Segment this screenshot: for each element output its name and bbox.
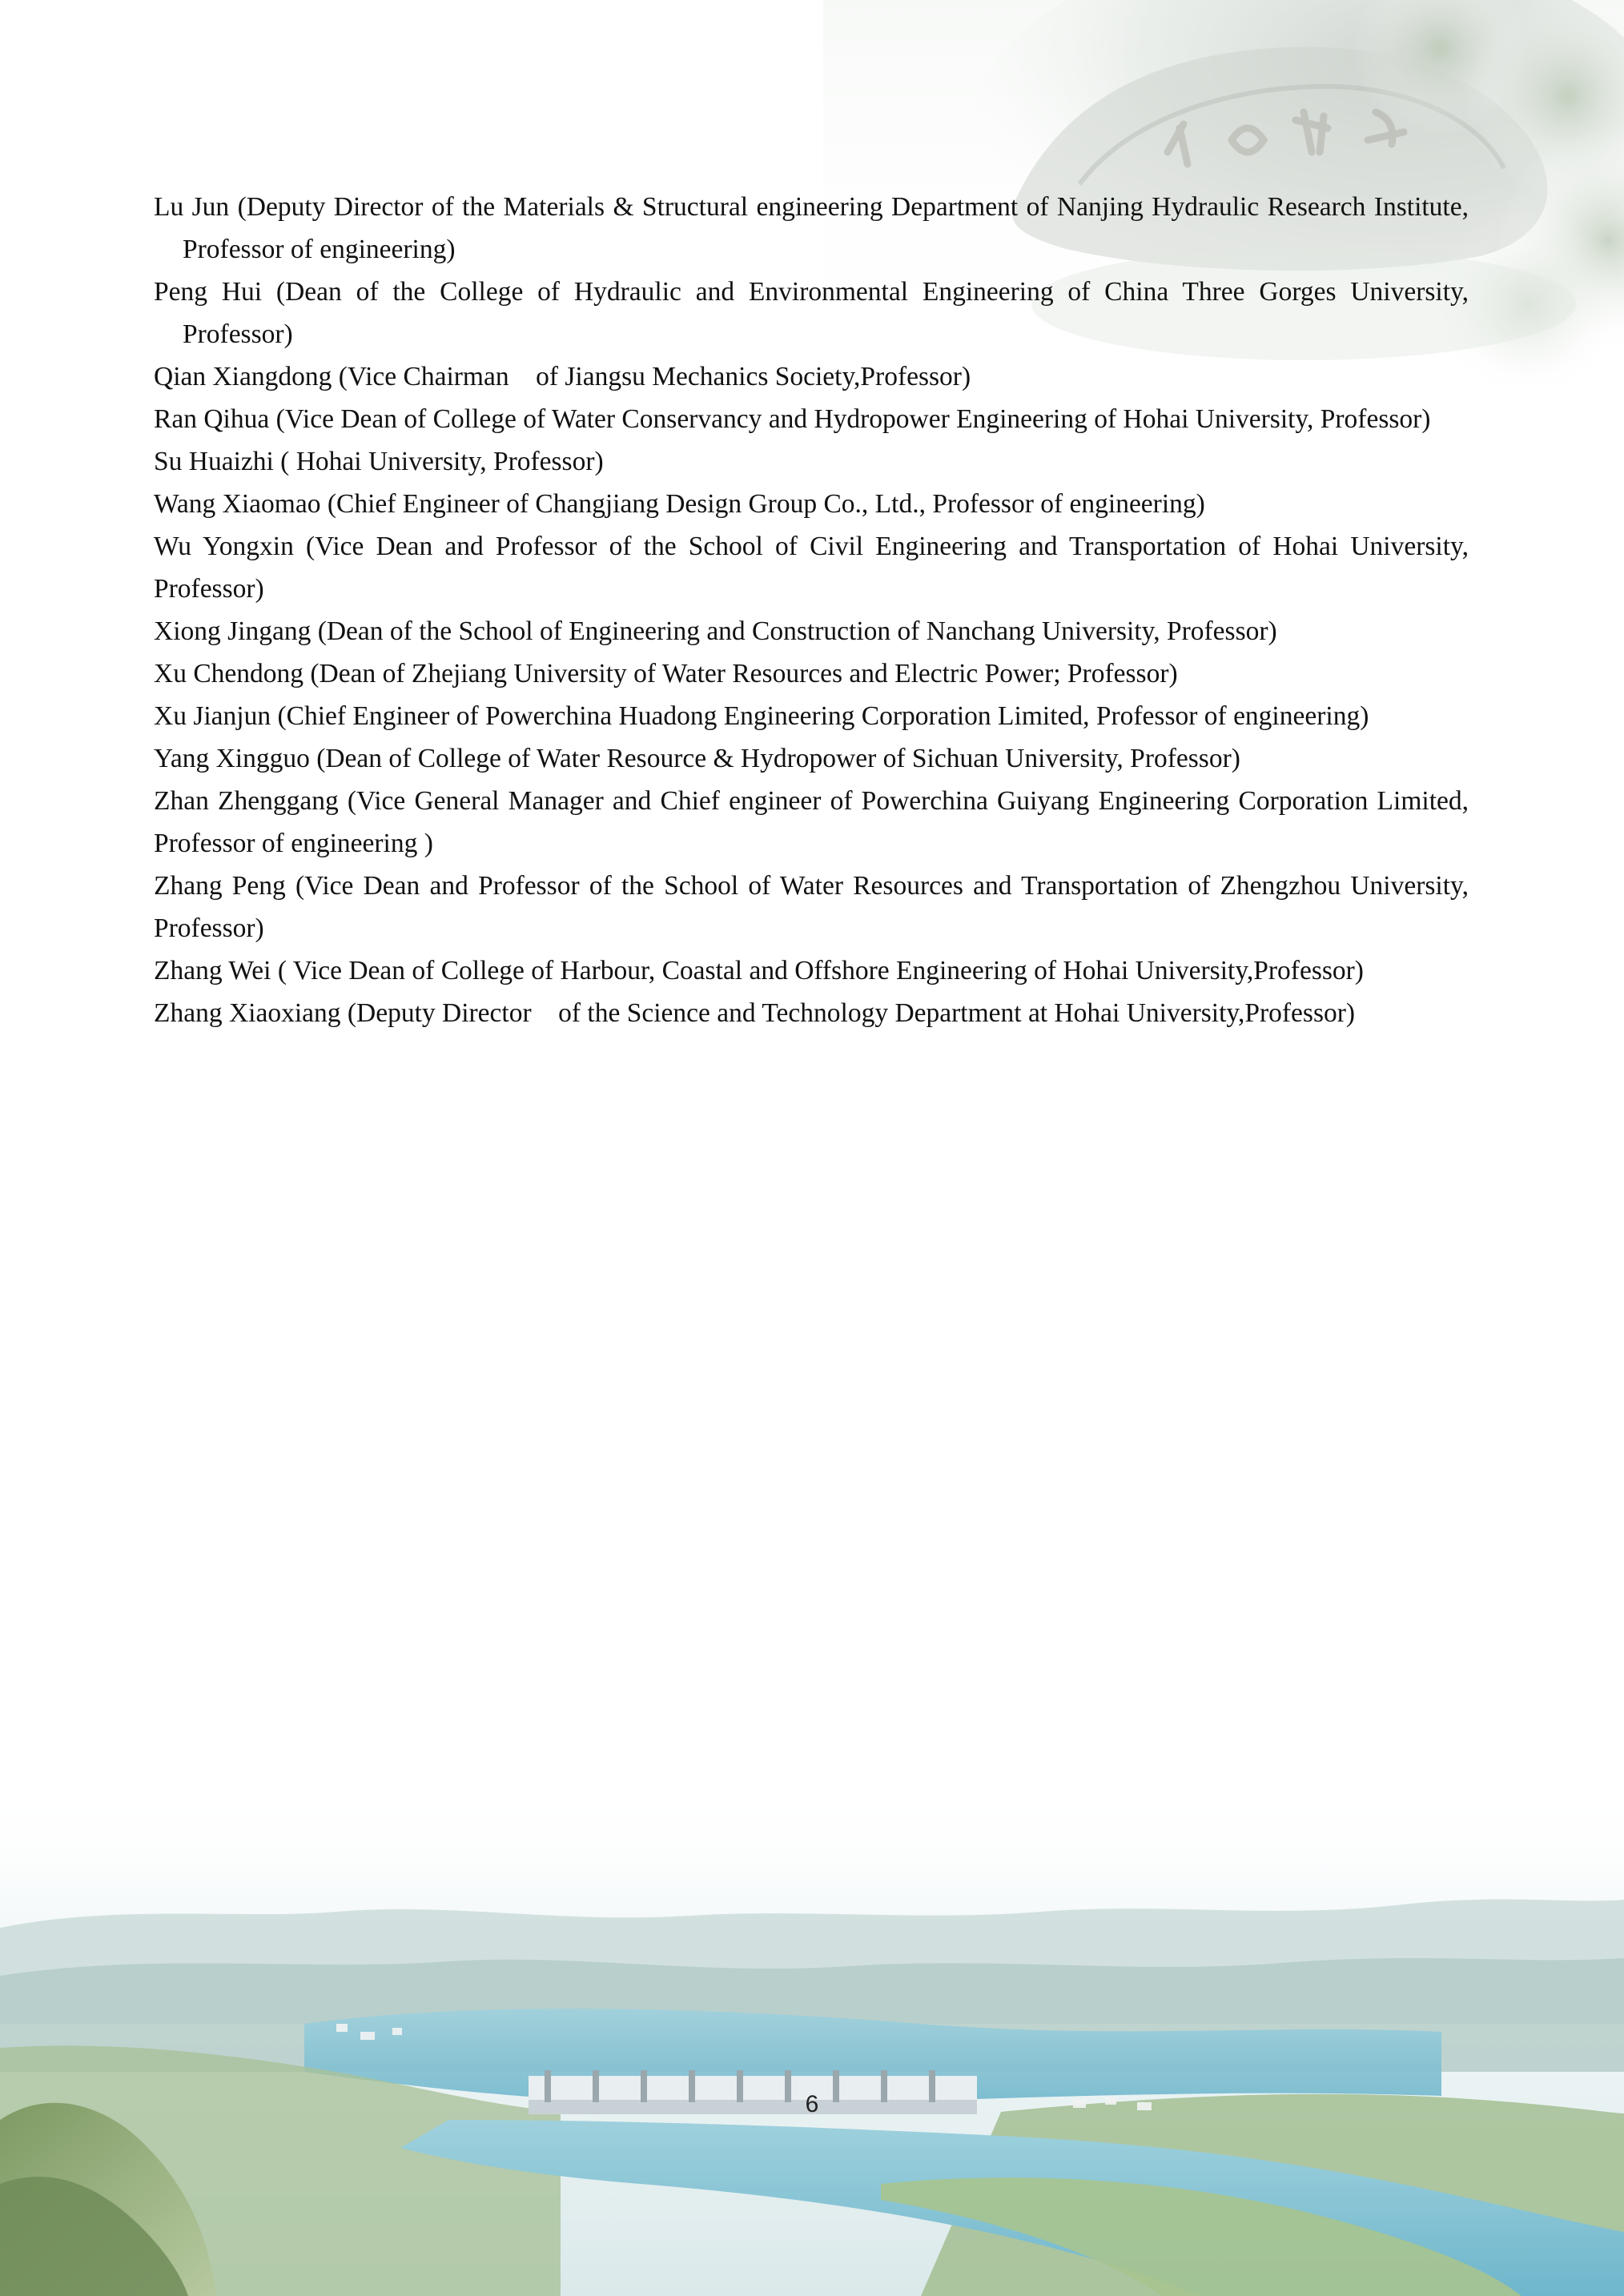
list-item: Peng Hui (Dean of the College of Hydraulic and Environmental Engineering of China Three Gorges University, Professor) — [154, 277, 1469, 349]
list-item: Ran Qihua (Vice Dean of College of Water Conservancy and Hydropower Engineering of Hohai University, Professor) — [154, 404, 1431, 434]
list-item: Qian Xiangdong (Vice Chairman of Jiangsu Mechanics Society,Professor) — [154, 362, 971, 391]
list-item: Zhang Peng (Vice Dean and Professor of the School of Water Resources and Transportation of Zhengzhou University, Professor) — [154, 871, 1469, 943]
list-item: Su Huaizhi ( Hohai University, Professor) — [154, 447, 604, 476]
list-item: Xu Jianjun (Chief Engineer of Powerchina Huadong Engineering Corporation Limited, Professor of engineering) — [154, 701, 1369, 731]
list-item: Xu Chendong (Dean of Zhejiang University of Water Resources and Electric Power; Professor) — [154, 659, 1178, 688]
list-item: Xiong Jingang (Dean of the School of Engineering and Construction of Nanchang University, Professor) — [154, 616, 1277, 646]
list-item: Wang Xiaomao (Chief Engineer of Changjiang Design Group Co., Ltd., Professor of engineering) — [154, 489, 1205, 519]
list-item: Zhang Wei ( Vice Dean of College of Harbour, Coastal and Offshore Engineering of Hohai University,Professor) — [154, 956, 1364, 985]
list-item: Lu Jun (Deputy Director of the Materials & Structural engineering Department of Nanjing Hydraulic Research Institute, Professor of engineering) — [154, 192, 1469, 264]
page-number: 6 — [805, 2091, 819, 2117]
list-item: Zhan Zhenggang (Vice General Manager and Chief engineer of Powerchina Guiyang Engineering Corporation Limited, Professor of engineering ) — [154, 786, 1469, 858]
list-item: Yang Xingguo (Dean of College of Water Resource & Hydropower of Sichuan University, Professor) — [154, 744, 1240, 773]
list-item: Wu Yongxin (Vice Dean and Professor of the School of Civil Engineering and Transportation of Hohai University, Professor) — [154, 532, 1469, 604]
dam-landscape-image — [0, 1784, 1624, 2296]
list-item: Zhang Xiaoxiang (Deputy Director of the Science and Technology Department at Hohai University,Professor) — [154, 998, 1356, 1028]
member-list — [154, 186, 1469, 1034]
